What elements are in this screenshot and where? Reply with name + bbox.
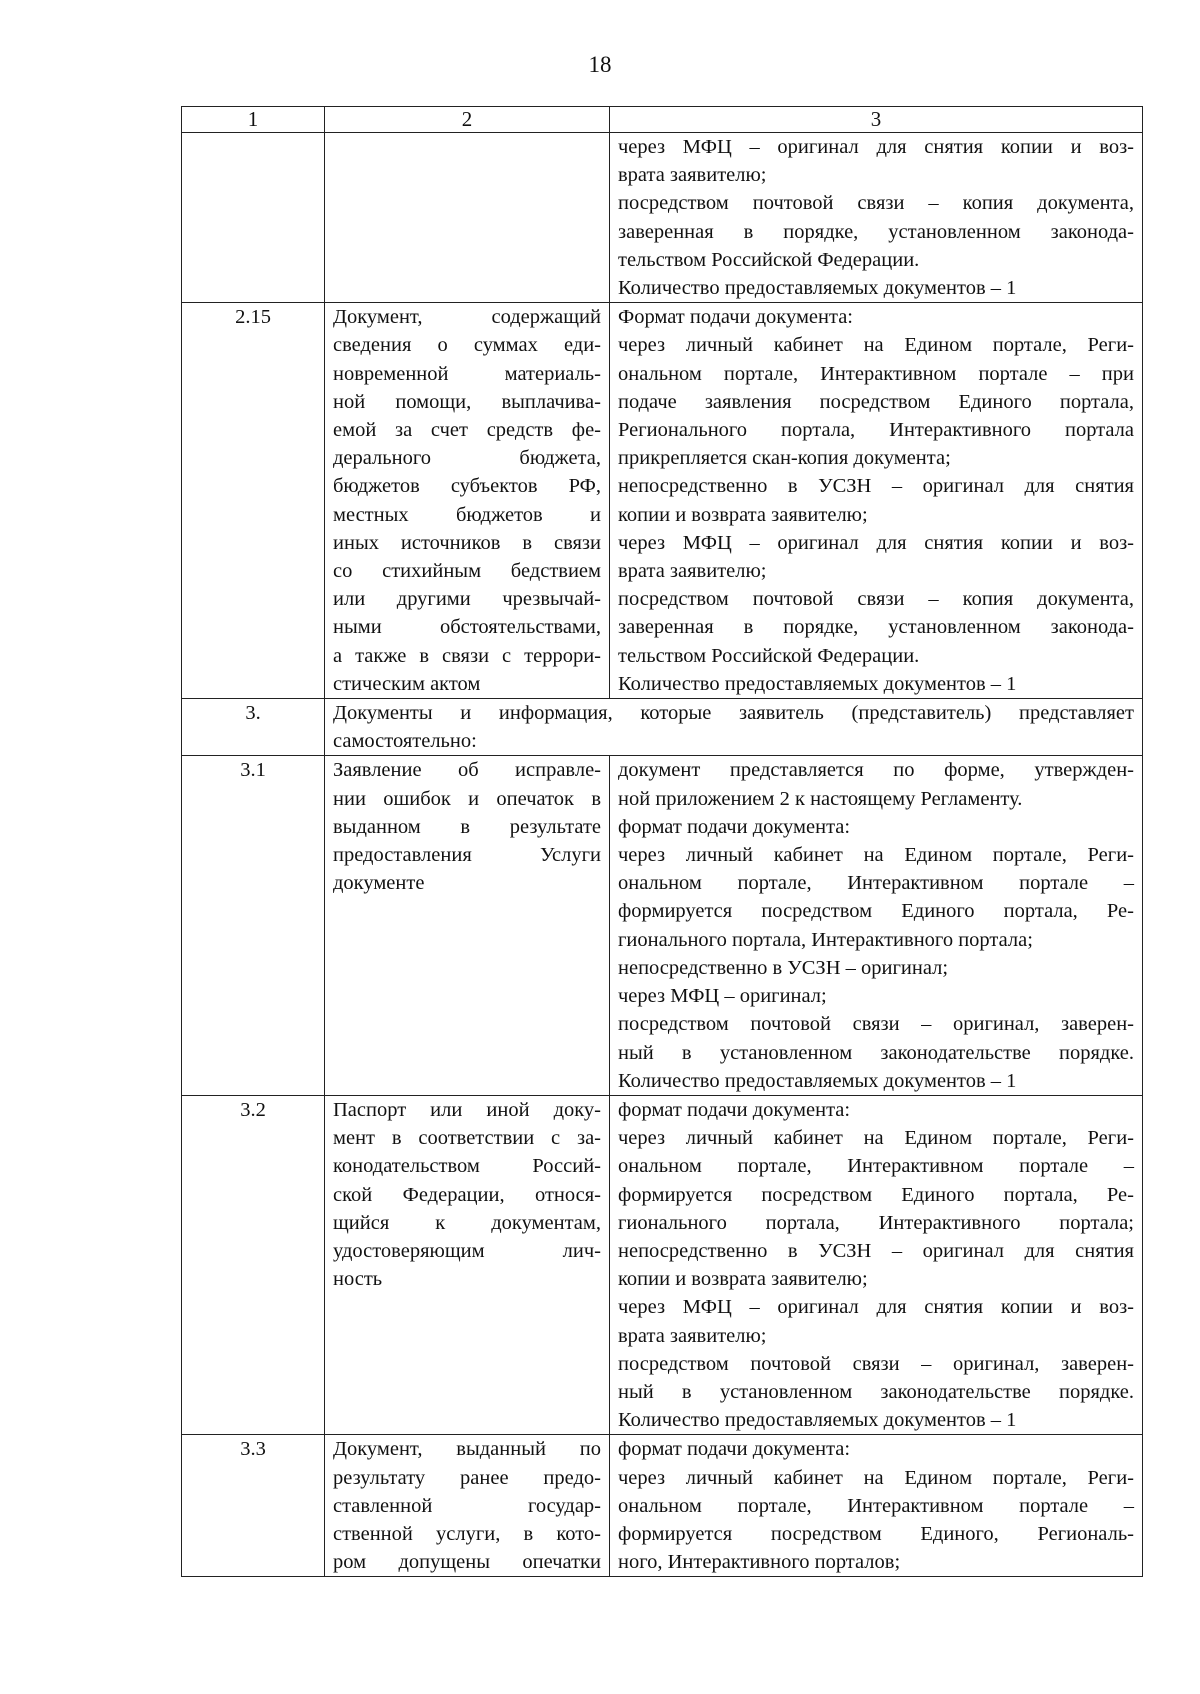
text-line: или другими чрезвычай- bbox=[333, 588, 601, 611]
text-line: Паспорт или иной доку- bbox=[333, 1098, 601, 1121]
text-line: непосредственно в УСЗН – оригинал для снятия bbox=[618, 1239, 1134, 1262]
text-line: формат подачи документа: bbox=[618, 815, 851, 838]
text-line: через личный кабинет на Едином портале, Реги- bbox=[618, 844, 1134, 867]
text-line: гионального портала, Интерактивного портала; bbox=[618, 1211, 1134, 1234]
submission-format-cell bbox=[610, 756, 1143, 1095]
text-line: через личный кабинет на Едином портале, Реги- bbox=[618, 334, 1134, 357]
text-line: тельством Российской Федерации. bbox=[618, 248, 920, 271]
text-line: Формат подачи документа: bbox=[618, 306, 853, 329]
section-title-line: самостоятельно: bbox=[333, 730, 477, 753]
text-line: стическим актом bbox=[333, 672, 481, 695]
text-line: формируется посредством Единого портала, Ре- bbox=[618, 1183, 1134, 1206]
section-title-cell bbox=[325, 699, 1143, 756]
text-line: предоставления Услуги bbox=[333, 844, 601, 867]
text-line: ставленной государ- bbox=[333, 1494, 601, 1517]
text-line: гионального портала, Интерактивного портала; bbox=[618, 928, 1033, 951]
section-row bbox=[182, 699, 1143, 756]
table-header-row bbox=[182, 107, 1143, 133]
text-line: посредством почтовой связи – оригинал, заверен- bbox=[618, 1352, 1134, 1375]
text-line: посредством почтовой связи – копия документа, bbox=[618, 192, 1134, 215]
text-line: выданном в результате bbox=[333, 815, 601, 838]
text-line: подаче заявления посредством Единого портала, bbox=[618, 390, 1134, 413]
document-name-cell bbox=[325, 1095, 610, 1434]
text-line: формируется посредством Единого портала, Ре- bbox=[618, 900, 1134, 923]
text-line: ного, Интерактивного порталов; bbox=[618, 1551, 901, 1574]
text-line: документ представляется по форме, утвержден- bbox=[618, 759, 1134, 782]
text-line: щийся к документам, bbox=[333, 1211, 601, 1234]
text-line: тельством Российской Федерации. bbox=[618, 644, 920, 667]
row-number-cell: 2.15 bbox=[182, 303, 325, 699]
text-line: Заявление об исправле- bbox=[333, 759, 601, 782]
text-line: емой за счет средств фе- bbox=[333, 419, 601, 442]
text-line: ной приложением 2 к настоящему Регламенту. bbox=[618, 787, 1023, 810]
text-line: новременной материаль- bbox=[333, 362, 601, 385]
row-number-cell: 3.1 bbox=[182, 756, 325, 1095]
text-line: ской Федерации, относя- bbox=[333, 1183, 601, 1206]
text-line: а также в связи с террори- bbox=[333, 644, 601, 667]
text-line: формат подачи документа: bbox=[618, 1098, 851, 1121]
text-line: Количество предоставляемых документов – 1 bbox=[618, 672, 1017, 695]
text-line: Количество предоставляемых документов – 1 bbox=[618, 1069, 1017, 1092]
text-line: врата заявителю; bbox=[618, 1324, 767, 1347]
text-line: Документ, выданный по bbox=[333, 1438, 601, 1461]
submission-format-cell bbox=[610, 303, 1143, 699]
text-line: ональном портале, Интерактивном портале – bbox=[618, 1494, 1134, 1517]
text-line: ной помощи, выплачива- bbox=[333, 390, 601, 413]
document-name-cell bbox=[325, 1435, 610, 1577]
text-line: ный в установленном законодательстве порядке. bbox=[618, 1380, 1134, 1403]
table-row bbox=[182, 303, 1143, 699]
row-number-cell: 3.3 bbox=[182, 1435, 325, 1577]
page-number: 18 bbox=[588, 52, 612, 77]
text-line: бюджетов субъектов РФ, bbox=[333, 475, 601, 498]
text-line: ром допущены опечатки bbox=[333, 1551, 601, 1574]
text-line: через личный кабинет на Едином портале, Реги- bbox=[618, 1127, 1134, 1150]
document-name-cell bbox=[325, 756, 610, 1095]
text-line: врата заявителю; bbox=[618, 560, 767, 583]
text-line: посредством почтовой связи – оригинал, заверен- bbox=[618, 1013, 1134, 1036]
text-line: ность bbox=[333, 1268, 383, 1291]
column-header-3: 3 bbox=[610, 107, 1143, 133]
submission-format-cell bbox=[610, 1095, 1143, 1434]
text-line: непосредственно в УСЗН – оригинал; bbox=[618, 956, 949, 979]
text-line: Документ, содержащий bbox=[333, 306, 601, 329]
column-header-2: 2 bbox=[325, 107, 610, 133]
row-number-cell: 3. bbox=[182, 699, 325, 756]
text-line: посредством почтовой связи – копия документа, bbox=[618, 588, 1134, 611]
text-line: ональном портале, Интерактивном портале – bbox=[618, 1155, 1134, 1178]
text-line: формат подачи документа: bbox=[618, 1438, 851, 1461]
text-line: мент в соответствии с за- bbox=[333, 1127, 601, 1150]
text-line: через МФЦ – оригинал для снятия копии и воз- bbox=[618, 531, 1134, 554]
text-line: местных бюджетов и bbox=[333, 503, 601, 526]
text-line: непосредственно в УСЗН – оригинал для снятия bbox=[618, 475, 1134, 498]
submission-format-cell bbox=[610, 1435, 1143, 1577]
text-line: ональном портале, Интерактивном портале – при bbox=[618, 362, 1134, 385]
text-line: ональном портале, Интерактивном портале – bbox=[618, 872, 1134, 895]
text-line: удостоверяющим лич- bbox=[333, 1239, 601, 1262]
text-line: Количество предоставляемых документов – 1 bbox=[618, 277, 1017, 300]
requirements-table bbox=[181, 106, 1143, 1577]
table-row bbox=[182, 133, 1143, 303]
document-name-cell bbox=[325, 133, 610, 303]
table-row bbox=[182, 1095, 1143, 1434]
text-line: формируется посредством Единого, Региональ- bbox=[618, 1522, 1134, 1545]
text-line: через МФЦ – оригинал для снятия копии и воз- bbox=[618, 1296, 1134, 1319]
text-line: врата заявителю; bbox=[618, 164, 767, 187]
text-line: через МФЦ – оригинал для снятия копии и воз- bbox=[618, 136, 1134, 158]
submission-format-cell bbox=[610, 133, 1143, 303]
text-line: ными обстоятельствами, bbox=[333, 616, 601, 639]
text-line: со стихийным бедствием bbox=[333, 560, 601, 583]
text-line: ственной услуги, в кото- bbox=[333, 1522, 601, 1545]
text-line: через МФЦ – оригинал; bbox=[618, 985, 827, 1008]
text-line: конодательством Россий- bbox=[333, 1155, 601, 1178]
text-line: ный в установленном законодательстве порядке. bbox=[618, 1041, 1134, 1064]
text-line: нии ошибок и опечаток в bbox=[333, 787, 601, 810]
text-line: копии и возврата заявителю; bbox=[618, 1268, 868, 1291]
text-line: заверенная в порядке, установленном законода- bbox=[618, 616, 1134, 639]
text-line: дерального бюджета, bbox=[333, 447, 601, 470]
text-line: Количество предоставляемых документов – 1 bbox=[618, 1409, 1017, 1432]
table-row bbox=[182, 756, 1143, 1095]
section-title-line: Документы и информация, которые заявитель (представитель) представляет bbox=[333, 702, 1134, 725]
text-line: через личный кабинет на Едином портале, Реги- bbox=[618, 1466, 1134, 1489]
document-name-cell bbox=[325, 303, 610, 699]
text-line: заверенная в порядке, установленном законода- bbox=[618, 220, 1134, 243]
text-line: Регионального портала, Интерактивного портала bbox=[618, 419, 1134, 442]
column-header-1: 1 bbox=[182, 107, 325, 133]
text-line: прикрепляется скан-копия документа; bbox=[618, 447, 951, 470]
table-row bbox=[182, 1435, 1143, 1577]
text-line: иных источников в связи bbox=[333, 531, 601, 554]
text-line: сведения о суммах еди- bbox=[333, 334, 601, 357]
row-number-cell: 3.2 bbox=[182, 1095, 325, 1434]
text-line: копии и возврата заявителю; bbox=[618, 503, 868, 526]
text-line: документе bbox=[333, 872, 425, 895]
text-line: результату ранее предо- bbox=[333, 1466, 601, 1489]
row-number-cell bbox=[182, 133, 325, 303]
